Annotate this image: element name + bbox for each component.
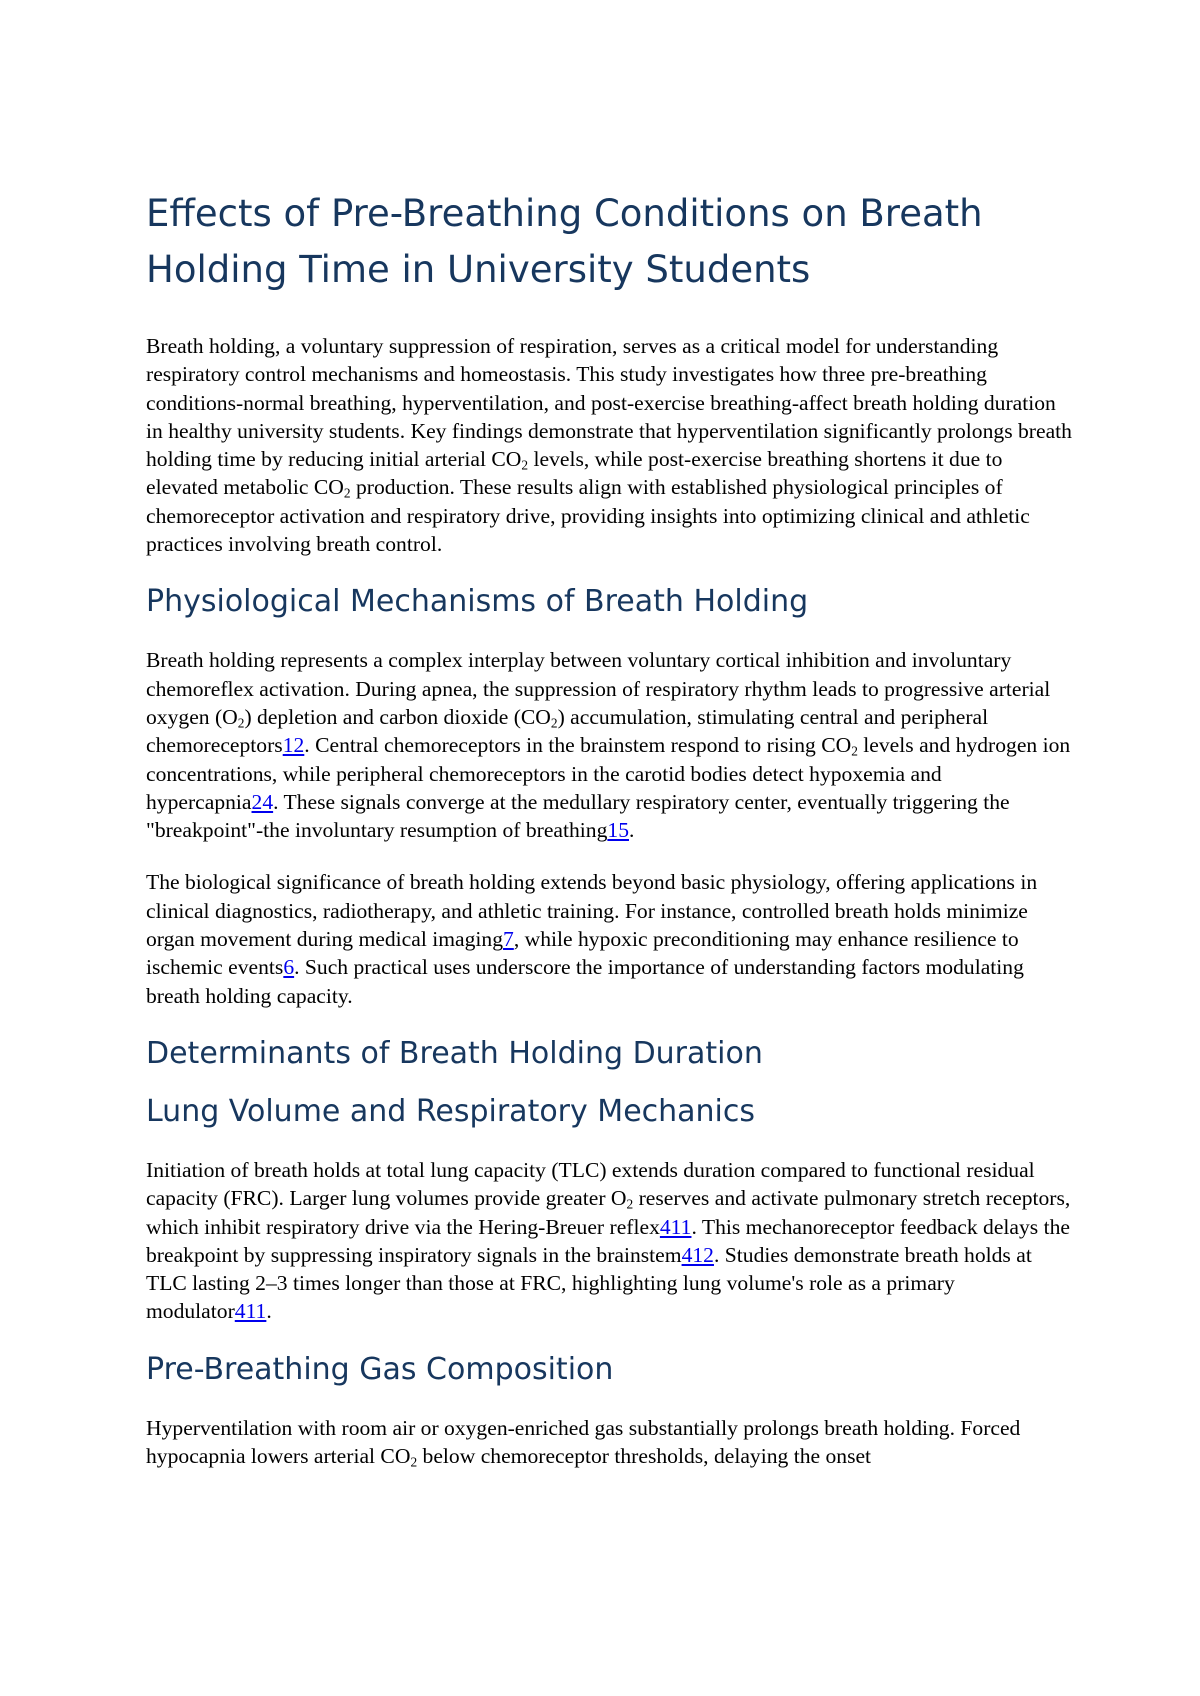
citation-link[interactable]: 6 <box>283 955 295 980</box>
document-title: Effects of Pre-Breathing Conditions on Breath Holding Time in University Students <box>146 192 983 291</box>
section-heading-mechanisms: Physiological Mechanisms of Breath Holding <box>146 584 809 620</box>
subsection-heading-gas-composition: Pre-Breathing Gas Composition <box>146 1351 614 1387</box>
document-page <box>146 186 1076 1494</box>
citation-link[interactable]: 7 <box>503 927 514 952</box>
citation-link[interactable]: 411 <box>659 1214 692 1239</box>
citation-link[interactable]: 24 <box>251 789 274 814</box>
citation-link[interactable]: 12 <box>282 733 305 758</box>
citation-link[interactable]: 15 <box>607 818 629 843</box>
mechanisms-paragraph-2: The biological significance of breath holding extends beyond basic physiology, offering applications in clinical diagnostics, radiotherapy, and athletic training. For instance, controlled breath holds minimize organ movement during medical imaging7, while hypoxic preconditioning may enhance resilience to ischemic events6. Such practical uses underscore the importance of understanding factors modulating breath holding capacity. <box>146 870 1038 1008</box>
mechanisms-paragraph-1: Breath holding represents a complex interplay between voluntary cortical inhibition and involuntary chemoreflex activation. During apnea, the suppression of respiratory rhythm leads to progressive arterial oxygen $(O_2)$ depletion and carbon dioxide $(CO_2)$ accumulation, stimulating central and peripheral chemoreceptors12. Central chemoreceptors in the brainstem respond to rising $CO_2$ levels and hydrogen ion concentrations, while peripheral chemoreceptors in the carotid bodies detect hypoxemia and hypercapnia24. These signals converge at the medullary respiratory center, eventually triggering the "breakpoint"-the involuntary resumption of breathing15. <box>146 648 1071 843</box>
lung-volume-paragraph: Initiation of breath holds at total lung capacity (TLC) extends duration compared to functional residual capacity (FRC). Larger lung volumes provide greater $O_2$ reserves and activate pulmonary stretch receptors, which inhibit respiratory drive via the Hering-Breuer reflex411. This mechanoreceptor feedback delays the breakpoint by suppressing inspiratory signals in the brainstem412. Studies demonstrate breath holds at TLC lasting 2–3 times longer than those at FRC, highlighting lung volume's role as a primary modulator411. <box>146 1157 1071 1324</box>
gas-composition-paragraph: Hyperventilation with room air or oxygen-enriched gas substantially prolongs breath holding. Forced hypocapnia lowers arterial $CO_2$ below chemoreceptor thresholds, delaying the onset <box>146 1415 1021 1470</box>
citation-link[interactable]: 412 <box>681 1242 714 1267</box>
abstract-paragraph: Breath holding, a voluntary suppression of respiration, serves as a critical model for understanding respiratory control mechanisms and homeostasis. This study investigates how three pre-breathing conditions-normal breathing, hyperventilation, and post-exercise breathing-affect breath holding duration in healthy university students. Key findings demonstrate that hyperventilation significantly prolongs breath holding time by reducing initial arterial $CO_2$ levels, while post-exercise breathing shortens it due to elevated metabolic $CO_2$ production. These results align with established physiological principles of chemoreceptor activation and respiratory drive, providing insights into optimizing clinical and athletic practices involving breath control. <box>146 334 1072 557</box>
citation-link[interactable]: 411 <box>234 1299 267 1324</box>
subsection-heading-lung-volume: Lung Volume and Respiratory Mechanics <box>146 1093 756 1129</box>
section-heading-determinants: Determinants of Breath Holding Duration <box>146 1035 763 1071</box>
